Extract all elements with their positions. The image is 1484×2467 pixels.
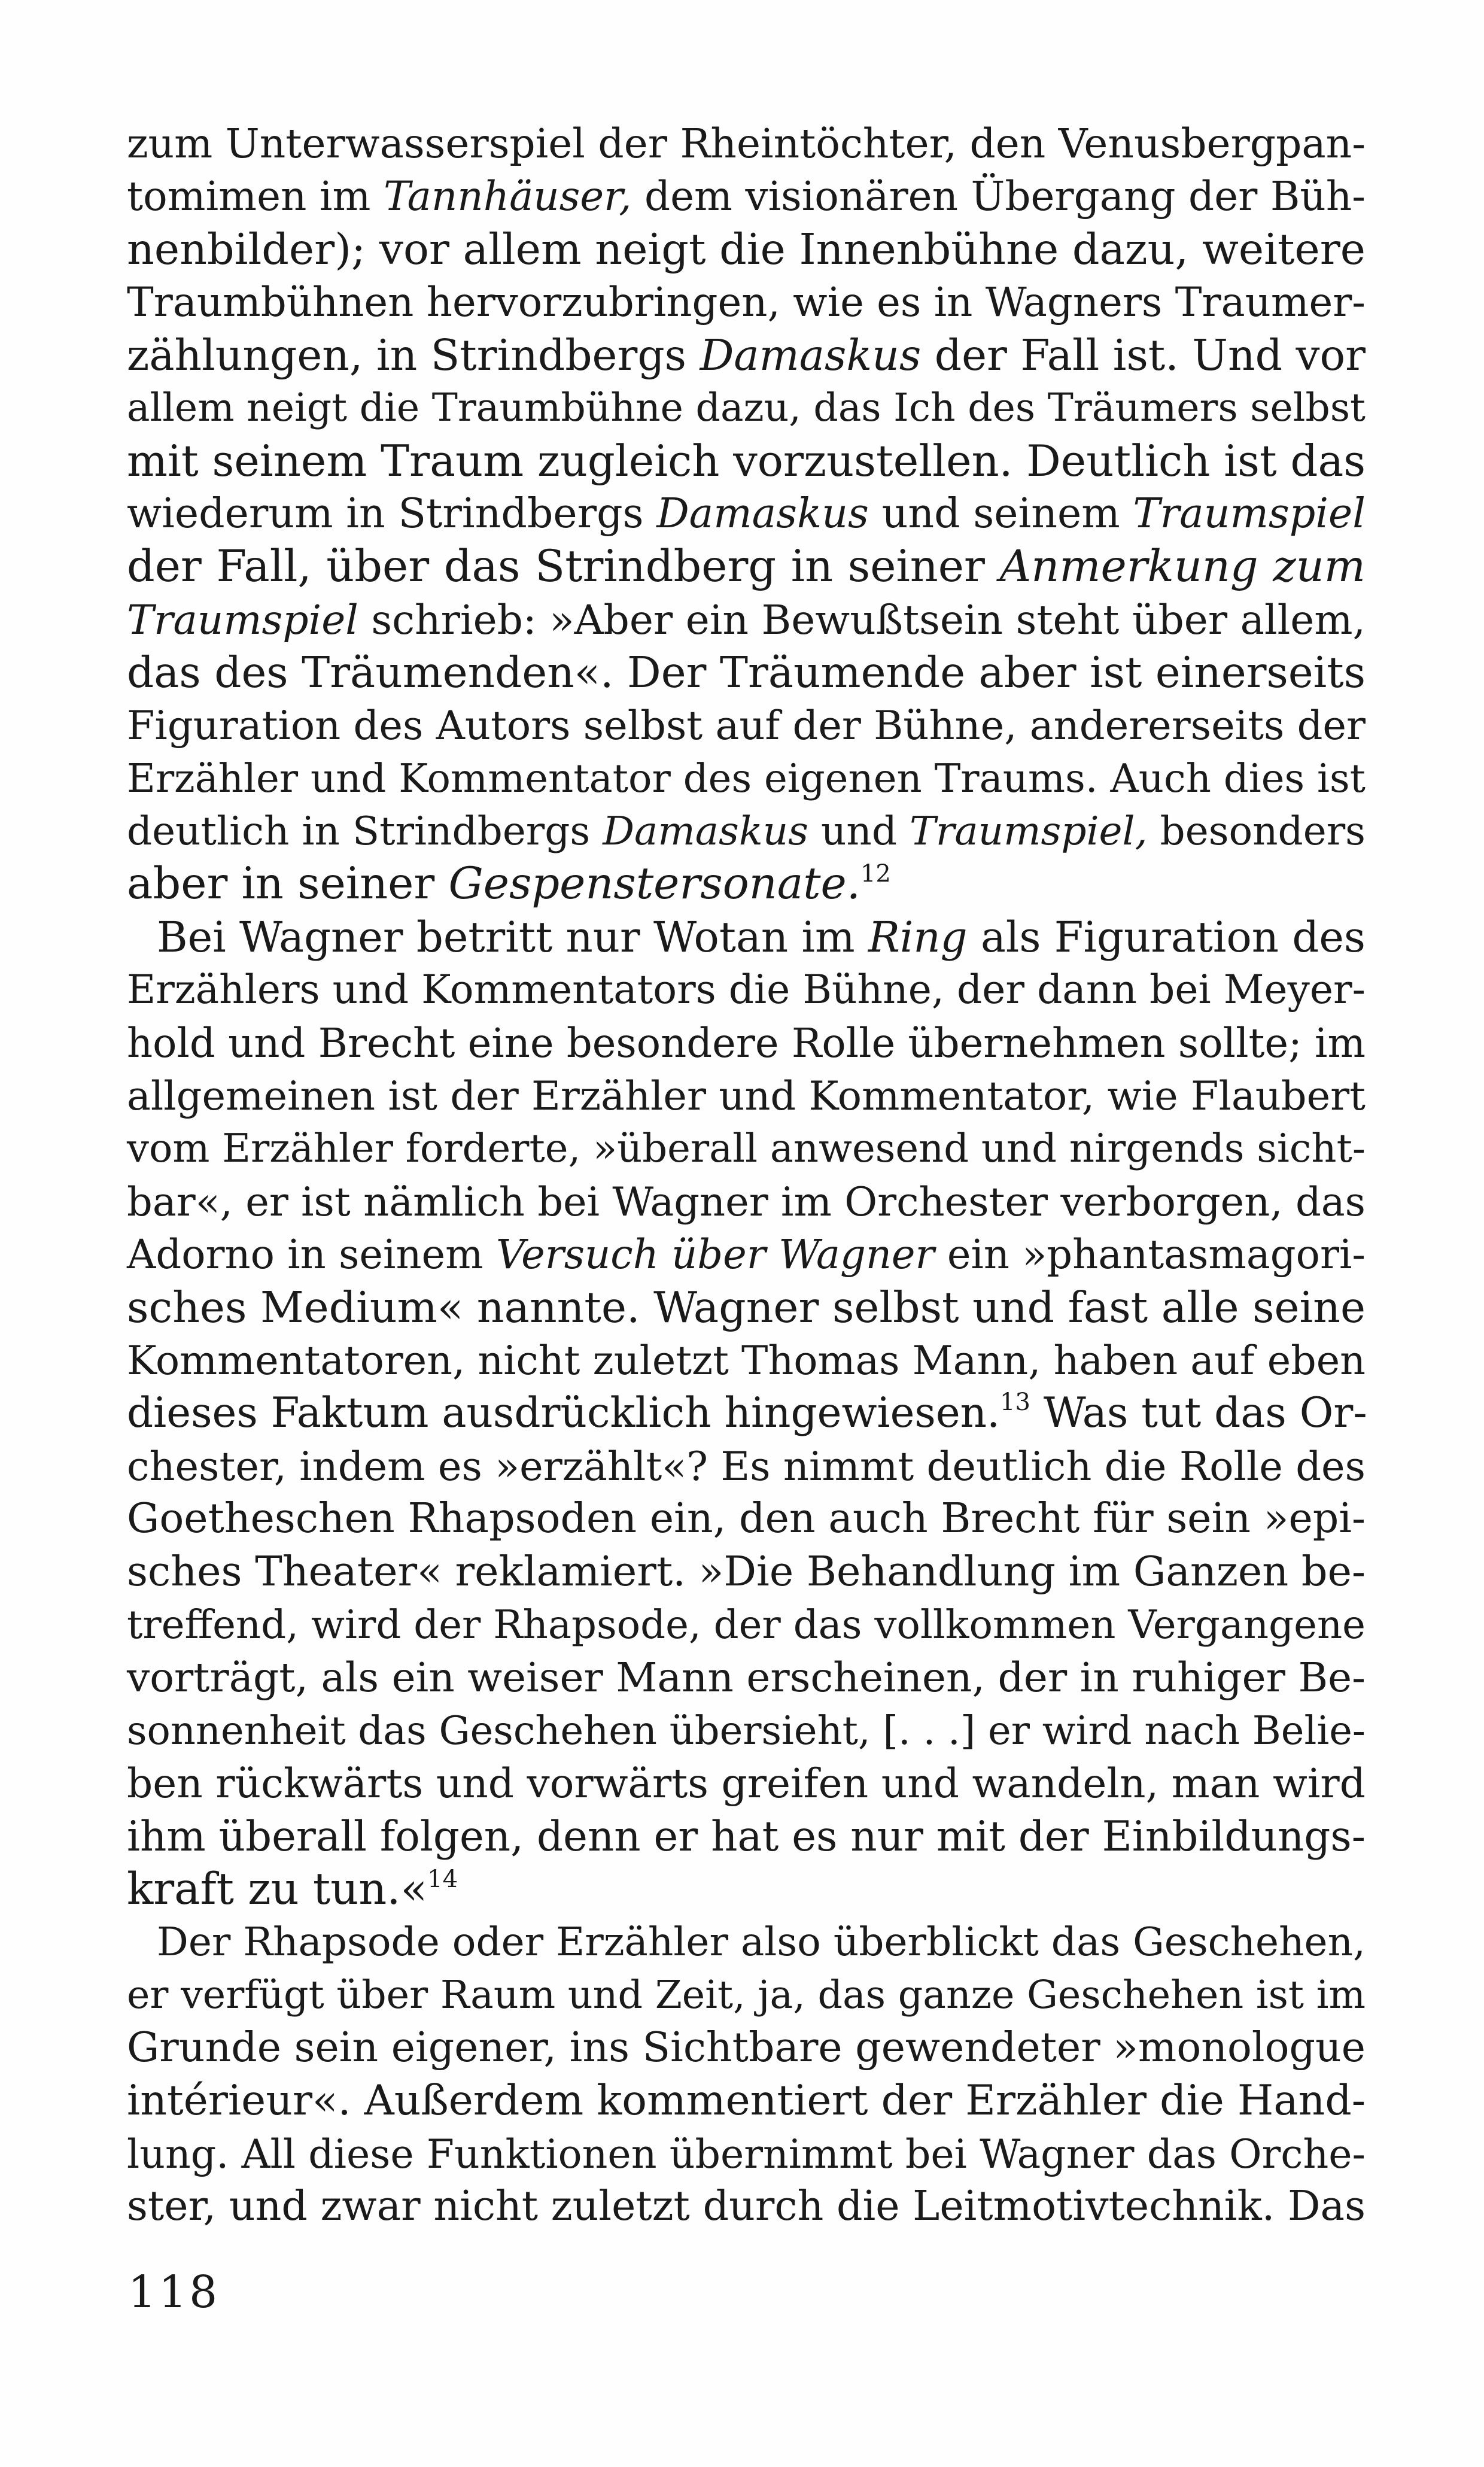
italic-title: Tannhäuser,	[383, 172, 632, 220]
text-run: und	[808, 808, 910, 855]
text-run: das des Träumenden«. Der Träumende aber ist einerseits	[127, 647, 1366, 697]
text-run: treffend, wird der Rhapsode, der das vollkommen Vergangene	[127, 1602, 1366, 1648]
text-run: er verfügt über Raum und Zeit, ja, das ganze Geschehen ist im	[127, 1972, 1366, 2018]
italic-title: Traumspiel,	[910, 808, 1148, 855]
text-run: sonnenheit das Geschehen übersieht, [. . .] er wird nach Belie-	[127, 1708, 1366, 1754]
italic-title: Traumspiel	[1133, 490, 1366, 537]
italic-title: Damaskus	[603, 808, 808, 855]
text-line	[127, 1810, 1366, 1863]
text-run: kraft zu tun.«	[127, 1863, 428, 1915]
text-run: besonders	[1147, 808, 1366, 855]
text-run: Erzähler und Kommentator des eigenen Traums. Auch dies ist	[127, 755, 1366, 801]
text-run: vorträgt, als ein weiser Mann erscheinen, der in ruhiger Be-	[127, 1654, 1366, 1702]
text-line	[127, 540, 1366, 593]
text-line	[127, 1440, 1366, 1493]
text-run: ben rückwärts und vorwärts greifen und wandeln, man wird	[127, 1760, 1366, 1807]
italic-title: Versuch über Wagner	[495, 1231, 935, 1278]
text-run: Erzählers und Kommentators die Bühne, der dann bei Meyer-	[127, 967, 1366, 1013]
text-run: wiederum in Strindbergs	[127, 490, 657, 537]
text-line	[127, 488, 1366, 540]
text-line	[127, 1175, 1366, 1228]
text-run: als Figuration des	[967, 912, 1366, 962]
footnote-ref: 14	[427, 1865, 458, 1893]
text-run: Goetheschen Rhapsoden ein, den auch Brecht für sein »epi-	[127, 1495, 1366, 1543]
text-run: zum Unterwasserspiel der Rheintöchter, den Venusbergpan-	[127, 120, 1366, 167]
text-line	[127, 117, 1366, 170]
text-run: Traumbühnen hervorzubringen, wie es in Wagners Traumer-	[127, 279, 1366, 326]
text-line	[127, 2180, 1366, 2233]
text-line	[127, 1651, 1366, 1704]
text-run: dem visionären Übergang der Büh-	[631, 172, 1366, 220]
text-line	[127, 1070, 1366, 1122]
italic-title: Ring	[868, 912, 968, 962]
text-line	[127, 1863, 1366, 1916]
text-line	[127, 1546, 1366, 1599]
text-line	[127, 1228, 1366, 1281]
text-run: bar«, er ist nämlich bei Wagner im Orchester verborgen, das	[127, 1178, 1366, 1225]
text-line	[127, 2074, 1366, 2127]
text-line	[127, 594, 1366, 646]
text-run: Was tut das Or-	[1030, 1389, 1367, 1438]
text-run: Adorno in seinem	[127, 1231, 496, 1278]
text-line	[127, 1281, 1366, 1334]
italic-title: Damaskus	[700, 330, 922, 380]
text-line	[127, 1122, 1366, 1175]
text-run: Der Rhapsode oder Erzähler also überblickt das Geschehen,	[157, 1919, 1366, 1965]
text-run: ster, und zwar nicht zuletzt durch die Leitmotivtechnik. Das	[127, 2183, 1366, 2231]
text-line	[127, 752, 1366, 805]
text-run: und seinem	[868, 490, 1133, 537]
text-line	[127, 1705, 1366, 1757]
page-number: 118	[128, 2267, 220, 2318]
text-run: lung. All diese Funktionen übernimmt bei Wagner das Orche-	[127, 2130, 1366, 2177]
text-run: tomimen im	[127, 172, 384, 220]
text-run: deutlich in Strindbergs	[127, 808, 603, 855]
text-line	[127, 382, 1366, 435]
text-line	[127, 2022, 1366, 2074]
text-run: schrieb: »Aber ein Bewußtsein steht über allem,	[358, 596, 1366, 643]
italic-title: Gespenstersonate.	[448, 858, 860, 910]
text-line	[127, 1493, 1366, 1545]
text-line	[127, 1599, 1366, 1651]
text-run: sches Medium« nannte. Wagner selbst und fast alle seine	[127, 1282, 1366, 1332]
text-run: dieses Faktum ausdrücklich hingewiesen.	[127, 1389, 1001, 1438]
body-text	[127, 117, 1366, 2234]
text-line	[127, 1757, 1366, 1810]
text-run: mit seinem Traum zugleich vorzustellen. Deutlich ist das	[127, 436, 1366, 487]
text-line	[127, 329, 1366, 382]
text-line	[127, 1387, 1366, 1439]
text-run: Bei Wagner betritt nur Wotan im	[157, 912, 868, 962]
text-run: allgemeinen ist der Erzähler und Kommentator, wie Flaubert	[127, 1073, 1366, 1120]
text-line	[127, 1916, 1366, 1968]
text-run: Grunde sein eigener, ins Sichtbare gewendeter »monologue	[127, 2024, 1366, 2072]
text-run: der Fall, über das Strindberg in seiner	[127, 541, 1000, 593]
text-run: ihm überall folgen, denn er hat es nur mit der Einbildungs-	[127, 1812, 1366, 1861]
text-line	[127, 1017, 1366, 1070]
text-run: Figuration des Autors selbst auf der Bühne, andererseits der	[127, 702, 1366, 749]
text-line	[127, 699, 1366, 752]
text-line	[127, 170, 1366, 223]
italic-title: Damaskus	[656, 490, 869, 537]
text-run: hold und Brecht eine besondere Rolle übernehmen sollte; im	[127, 1019, 1366, 1067]
text-line	[127, 805, 1366, 858]
text-line	[127, 646, 1366, 699]
text-line	[127, 964, 1366, 1016]
text-run: vom Erzähler forderte, »überall anwesend und nirgends sicht-	[127, 1126, 1366, 1172]
text-run: nenbilder); vor allem neigt die Innenbühne dazu, weitere	[127, 224, 1366, 274]
text-run: allem neigt die Traumbühne dazu, das Ich des Träumers selbst	[127, 385, 1366, 430]
text-run: zählungen, in Strindbergs	[127, 330, 700, 380]
text-line	[127, 1969, 1366, 2022]
text-run: der Fall ist. Und vor	[921, 330, 1366, 380]
text-run: Kommentatoren, nicht zuletzt Thomas Mann, haben auf eben	[127, 1336, 1366, 1384]
text-run: aber in seiner	[127, 858, 449, 910]
text-run: ein »phantasmagori-	[934, 1231, 1366, 1278]
italic-title: Anmerkung zum	[999, 541, 1366, 593]
text-line	[127, 1334, 1366, 1387]
text-line	[127, 435, 1366, 487]
footnote-ref: 12	[860, 860, 891, 888]
text-line	[127, 858, 1366, 910]
text-run: intérieur«. Außerdem kommentiert der Erzähler die Hand-	[127, 2077, 1366, 2125]
text-line	[127, 276, 1366, 329]
text-run: sches Theater« reklamiert. »Die Behandlung im Ganzen be-	[127, 1548, 1366, 1596]
footnote-ref: 13	[1000, 1389, 1030, 1417]
text-run: chester, indem es »erzählt«? Es nimmt deutlich die Rolle des	[127, 1442, 1366, 1490]
italic-title: Traumspiel	[127, 596, 358, 643]
text-line	[127, 911, 1366, 964]
text-line	[127, 223, 1366, 276]
text-line	[127, 2128, 1366, 2180]
